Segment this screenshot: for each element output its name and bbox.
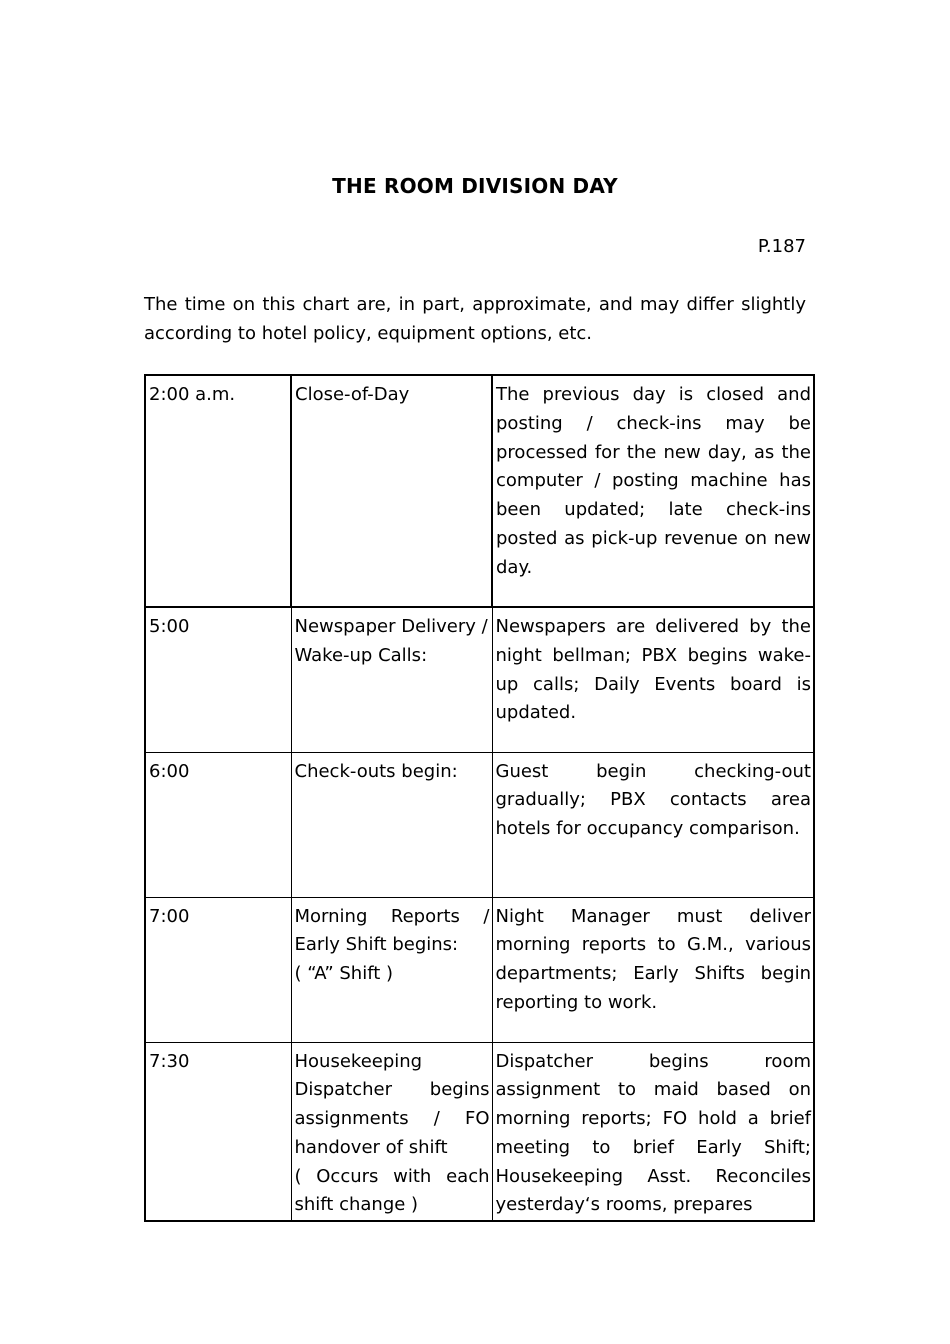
schedule-table xyxy=(144,374,815,1222)
event-line: Wake-up Calls: xyxy=(294,644,428,666)
time-cell: 7:30 xyxy=(145,1042,291,1221)
description-cell: Dispatcher begins room assignment to maid based on morning reports; FO hold a brief meeting to brief Early Shift; Housekeeping Asst. Reconciles yesterday‘s rooms, prepares xyxy=(492,1042,814,1221)
event-line: Housekeeping Dispatcher begins assignments / FO handover of shift xyxy=(294,1050,490,1158)
event-cell xyxy=(291,607,492,752)
event-cell xyxy=(291,375,492,607)
page-reference: P.187 xyxy=(757,236,806,257)
time-cell: 7:00 xyxy=(145,897,291,1042)
event-cell xyxy=(291,752,492,897)
table-row xyxy=(145,375,814,607)
event-line: ( “A” Shift ) xyxy=(294,963,394,985)
table-row xyxy=(145,1042,814,1221)
time-cell: 5:00 xyxy=(145,607,291,752)
event-cell xyxy=(291,897,492,1042)
intro-paragraph: The time on this chart are, in part, approximate, and may differ slightly according to hotel policy, equipment options, etc. xyxy=(144,294,806,344)
time-cell: 2:00 a.m. xyxy=(145,375,291,607)
table-row xyxy=(145,752,814,897)
description-cell: Guest begin checking-out gradually; PBX contacts area hotels for occupancy comparison. xyxy=(492,752,814,897)
event-line: Close-of-Day xyxy=(295,384,410,405)
event-line: Morning Reports / Early Shift begins: xyxy=(294,905,490,956)
table-row xyxy=(145,897,814,1042)
description-cell: The previous day is closed and posting / check-ins may be processed for the new day, as the computer / posting machine has been updated; late check-ins posted as pick-up revenue on new day. xyxy=(492,375,814,607)
event-cell xyxy=(291,1042,492,1221)
description-cell: Newspapers are delivered by the night bellman; PBX begins wake-up calls; Daily Events board is updated. xyxy=(492,607,814,752)
table-row xyxy=(145,607,814,752)
event-line: Newspaper Delivery / xyxy=(294,616,488,637)
document-title: THE ROOM DIVISION DAY xyxy=(332,174,618,198)
event-line: ( Occurs with each shift change ) xyxy=(294,1165,490,1216)
event-line: Check-outs begin: xyxy=(294,760,458,782)
time-cell: 6:00 xyxy=(145,752,291,897)
description-cell: Night Manager must deliver morning reports to G.M., various departments; Early Shifts begin reporting to work. xyxy=(492,897,814,1042)
